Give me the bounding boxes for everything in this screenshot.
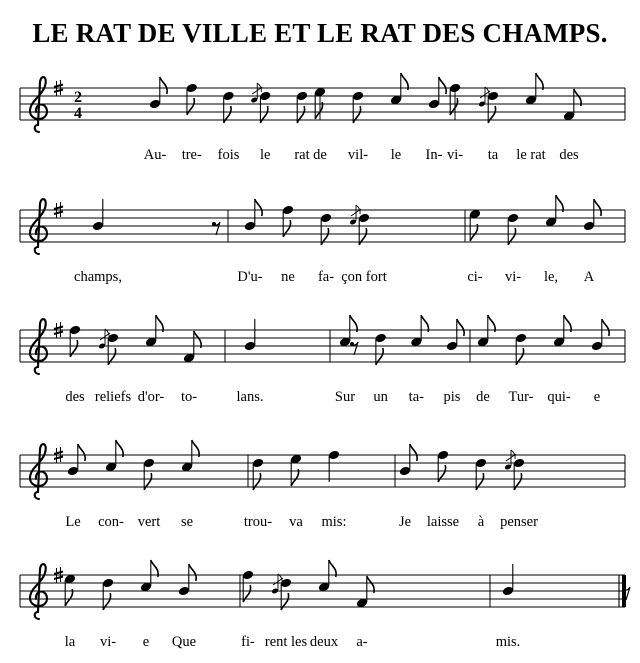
note [280,577,293,610]
lyric-syllable: a- [356,634,368,650]
note [487,90,500,123]
note [545,195,563,228]
time-signature-top: 2 [74,89,82,106]
note [67,444,85,477]
note [64,573,77,606]
note [475,457,488,490]
lyric-syllable: d'or- [137,389,165,405]
note [178,564,196,597]
note [296,90,309,123]
note [515,332,528,365]
note [477,315,495,348]
lyric-syllable: fois [217,147,240,163]
note [259,90,272,123]
eighth-rest [350,342,358,355]
lyric-syllable: çon fort [341,269,387,285]
lyric-syllable: trou- [243,514,273,530]
song-title: LE RAT DE VILLE ET LE RAT DES CHAMPS. [32,18,608,48]
lyric-syllable: tre- [181,147,202,163]
note [244,199,262,232]
note [290,453,303,486]
lyric-syllable: rent les [264,634,308,650]
note [390,73,408,106]
note [374,332,387,365]
note [591,319,609,352]
staff-system [20,560,630,650]
treble-clef-icon [30,564,47,619]
lyric-syllable: le [390,147,402,163]
staff-system [20,195,625,285]
lyric-syllable: vi- [99,634,117,650]
lyric-syllable: un [373,389,388,405]
note [92,199,105,232]
lyric-syllable: Que [171,634,197,650]
lyric-syllable: des [65,389,85,405]
note [149,77,167,110]
lyric-syllable: ci- [467,269,483,285]
note [252,457,265,490]
note [437,449,450,482]
lyric-syllable: D'u- [237,269,263,285]
staff-system [20,315,625,405]
lyric-syllable: champs, [74,269,122,285]
note [502,564,515,597]
lyric-syllable: Je [398,514,412,530]
lyric-syllable: fa- [317,269,335,285]
note [69,324,82,357]
lyric-syllable: deux [309,634,339,650]
lyric-syllable: de [313,147,327,163]
lyric-syllable: rat [294,147,310,163]
lyric-syllable: le rat [516,147,546,163]
lyric-syllable: de [476,389,490,405]
note [513,457,526,490]
lyric-syllable: Sur [334,389,356,405]
note [583,199,601,232]
lyric-syllable: fi- [241,634,255,650]
lyric-syllable: e [142,634,150,650]
lyric-syllable: vi- [446,147,464,163]
lyric-syllable: penser [500,514,538,530]
lyric-syllable: laisse [426,514,460,530]
note [244,319,257,352]
note [410,315,428,348]
note [399,444,417,477]
lyric-syllable: A [583,269,595,285]
lyric-syllable: la [64,634,76,650]
lyric-syllable: le [260,147,271,163]
staff-system [20,440,625,530]
lyric-syllable: e [593,389,601,405]
lyric-syllable: se [180,514,194,530]
lyric-syllable: Tur- [508,389,534,405]
lyric-syllable: ta [487,147,499,163]
note [183,331,201,364]
lyric-syllable: to- [180,389,198,405]
note [318,560,336,593]
treble-clef-icon [30,444,47,499]
lyric-syllable: In- [425,147,443,163]
note [105,440,123,473]
note [145,315,163,348]
eighth-rest [212,222,220,235]
lyric-syllable: Au- [143,147,167,163]
note [525,73,543,106]
note [320,212,333,245]
lyric-syllable: va [289,514,303,530]
note [563,89,581,122]
time-signature-bottom: 4 [74,105,82,122]
lyric-syllable: le, [543,269,559,285]
note [553,315,571,348]
lyric-syllable: ne [281,269,295,285]
note [140,560,158,593]
note [222,90,235,123]
staff-system [20,73,625,163]
note [143,457,156,490]
lyric-syllable: des [559,147,579,163]
lyric-syllable: vil- [347,147,369,163]
note [339,315,357,348]
lyric-syllable: qui- [547,389,571,405]
note [107,332,120,365]
treble-clef-icon [30,199,47,254]
lyric-syllable: reliefs [94,389,132,405]
note [102,577,115,610]
lyric-syllable: mis. [495,634,521,650]
note [352,90,365,123]
note [469,208,482,241]
note [507,212,520,245]
lyric-syllable: ta- [408,389,424,405]
treble-clef-icon [30,77,47,132]
lyric-syllable: Le [65,514,81,530]
treble-clef-icon [30,319,47,374]
lyric-syllable: lans. [236,389,264,405]
note [358,212,371,245]
note [185,82,198,115]
lyric-syllable: vi- [504,269,522,285]
lyric-syllable: mis: [321,514,347,530]
lyric-syllable: à [477,514,485,530]
note [282,204,295,237]
note [328,449,341,482]
lyric-syllable: con- [98,514,124,530]
lyric-syllable: vert [137,514,161,530]
note [181,440,199,473]
note [428,77,446,110]
note [242,569,255,602]
note [446,319,464,352]
note [356,576,374,609]
lyric-syllable: pis [443,389,461,405]
